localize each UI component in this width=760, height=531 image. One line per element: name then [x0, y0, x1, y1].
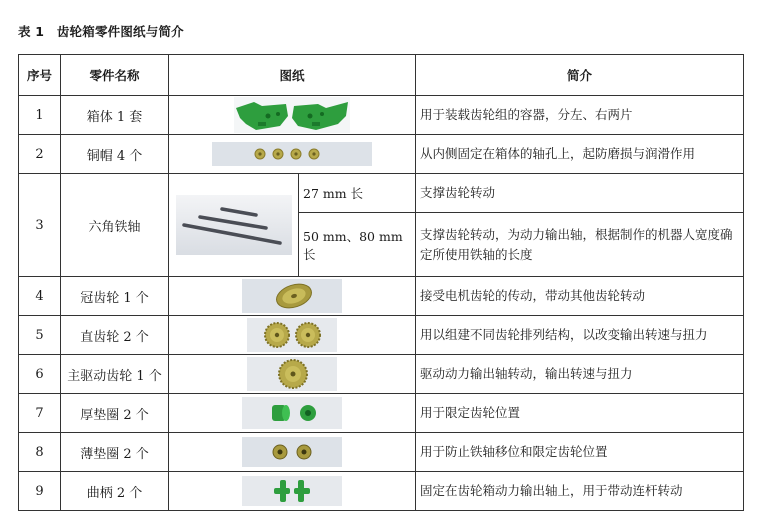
row-name: 六角铁轴: [61, 174, 169, 277]
row-no: 3: [19, 174, 61, 277]
shaft-size: 27 mm 长: [299, 174, 416, 213]
row-name: 曲柄 2 个: [61, 472, 169, 511]
thick-spacers-image: [242, 397, 342, 429]
row-desc: 用于装载齿轮组的容器，分左、右两片: [416, 96, 744, 135]
table-row: [19, 394, 744, 433]
row-desc: 从内侧固定在箱体的轴孔上，起防磨损与润滑作用: [416, 135, 744, 174]
row-image: [169, 355, 416, 394]
table-row: [19, 316, 744, 355]
table-row: [19, 433, 744, 472]
row-image: [169, 433, 416, 472]
row-desc: 接受电机齿轮的传动，带动其他齿轮转动: [416, 277, 744, 316]
hex-shafts-image: [176, 195, 292, 255]
row-image: [169, 472, 416, 511]
row-desc: 支撑齿轮转动: [416, 174, 744, 213]
row-desc: 用于限定齿轮位置: [416, 394, 744, 433]
row-image: [169, 316, 416, 355]
crown-gear-image: [242, 279, 342, 313]
brass-caps-image: [212, 142, 372, 166]
spur-gears-image: [247, 318, 337, 352]
header-desc: 简介: [416, 55, 744, 96]
table-row: [19, 277, 744, 316]
row-no: 4: [19, 277, 61, 316]
table-row: [19, 472, 744, 511]
thin-washers-image: [242, 437, 342, 467]
row-image: [169, 394, 416, 433]
row-name: 箱体 1 套: [61, 96, 169, 135]
row-desc: 驱动动力输出轴转动，输出转速与扭力: [416, 355, 744, 394]
row-no: 6: [19, 355, 61, 394]
row-image: [169, 174, 299, 277]
row-name: 厚垫圈 2 个: [61, 394, 169, 433]
row-no: 1: [19, 96, 61, 135]
row-no: 5: [19, 316, 61, 355]
table-header-row: [19, 55, 744, 96]
table-caption: 表 1 齿轮箱零件图纸与简介: [18, 24, 184, 39]
table-row: [19, 135, 744, 174]
row-desc: 支撑齿轮转动，为动力输出轴，根据制作的机器人宽度确定所使用铁轴的长度: [416, 213, 744, 277]
main-drive-gear-image: [247, 357, 337, 391]
header-name: 零件名称: [61, 55, 169, 96]
row-desc: 用以组建不同齿轮排列结构，以改变输出转速与扭力: [416, 316, 744, 355]
row-desc: 固定在齿轮箱动力输出轴上，用于带动连杆转动: [416, 472, 744, 511]
table-row: [19, 96, 744, 135]
row-no: 2: [19, 135, 61, 174]
crank-arms-image: [242, 476, 342, 506]
row-name: 铜帽 4 个: [61, 135, 169, 174]
table-row: [19, 355, 744, 394]
row-name: 主驱动齿轮 1 个: [61, 355, 169, 394]
row-name: 直齿轮 2 个: [61, 316, 169, 355]
shaft-size: 50 mm、80 mm 长: [299, 213, 416, 277]
row-name: 冠齿轮 1 个: [61, 277, 169, 316]
housing-image: [232, 96, 352, 134]
row-image: [169, 96, 416, 135]
row-no: 7: [19, 394, 61, 433]
header-no: 序号: [19, 55, 61, 96]
row-desc: 用于防止铁轴移位和限定齿轮位置: [416, 433, 744, 472]
parts-table: [18, 54, 744, 511]
row-no: 9: [19, 472, 61, 511]
header-drawing: 图纸: [169, 55, 416, 96]
row-image: [169, 135, 416, 174]
row-name: 薄垫圈 2 个: [61, 433, 169, 472]
table-row: [19, 174, 744, 213]
row-image: [169, 277, 416, 316]
row-no: 8: [19, 433, 61, 472]
